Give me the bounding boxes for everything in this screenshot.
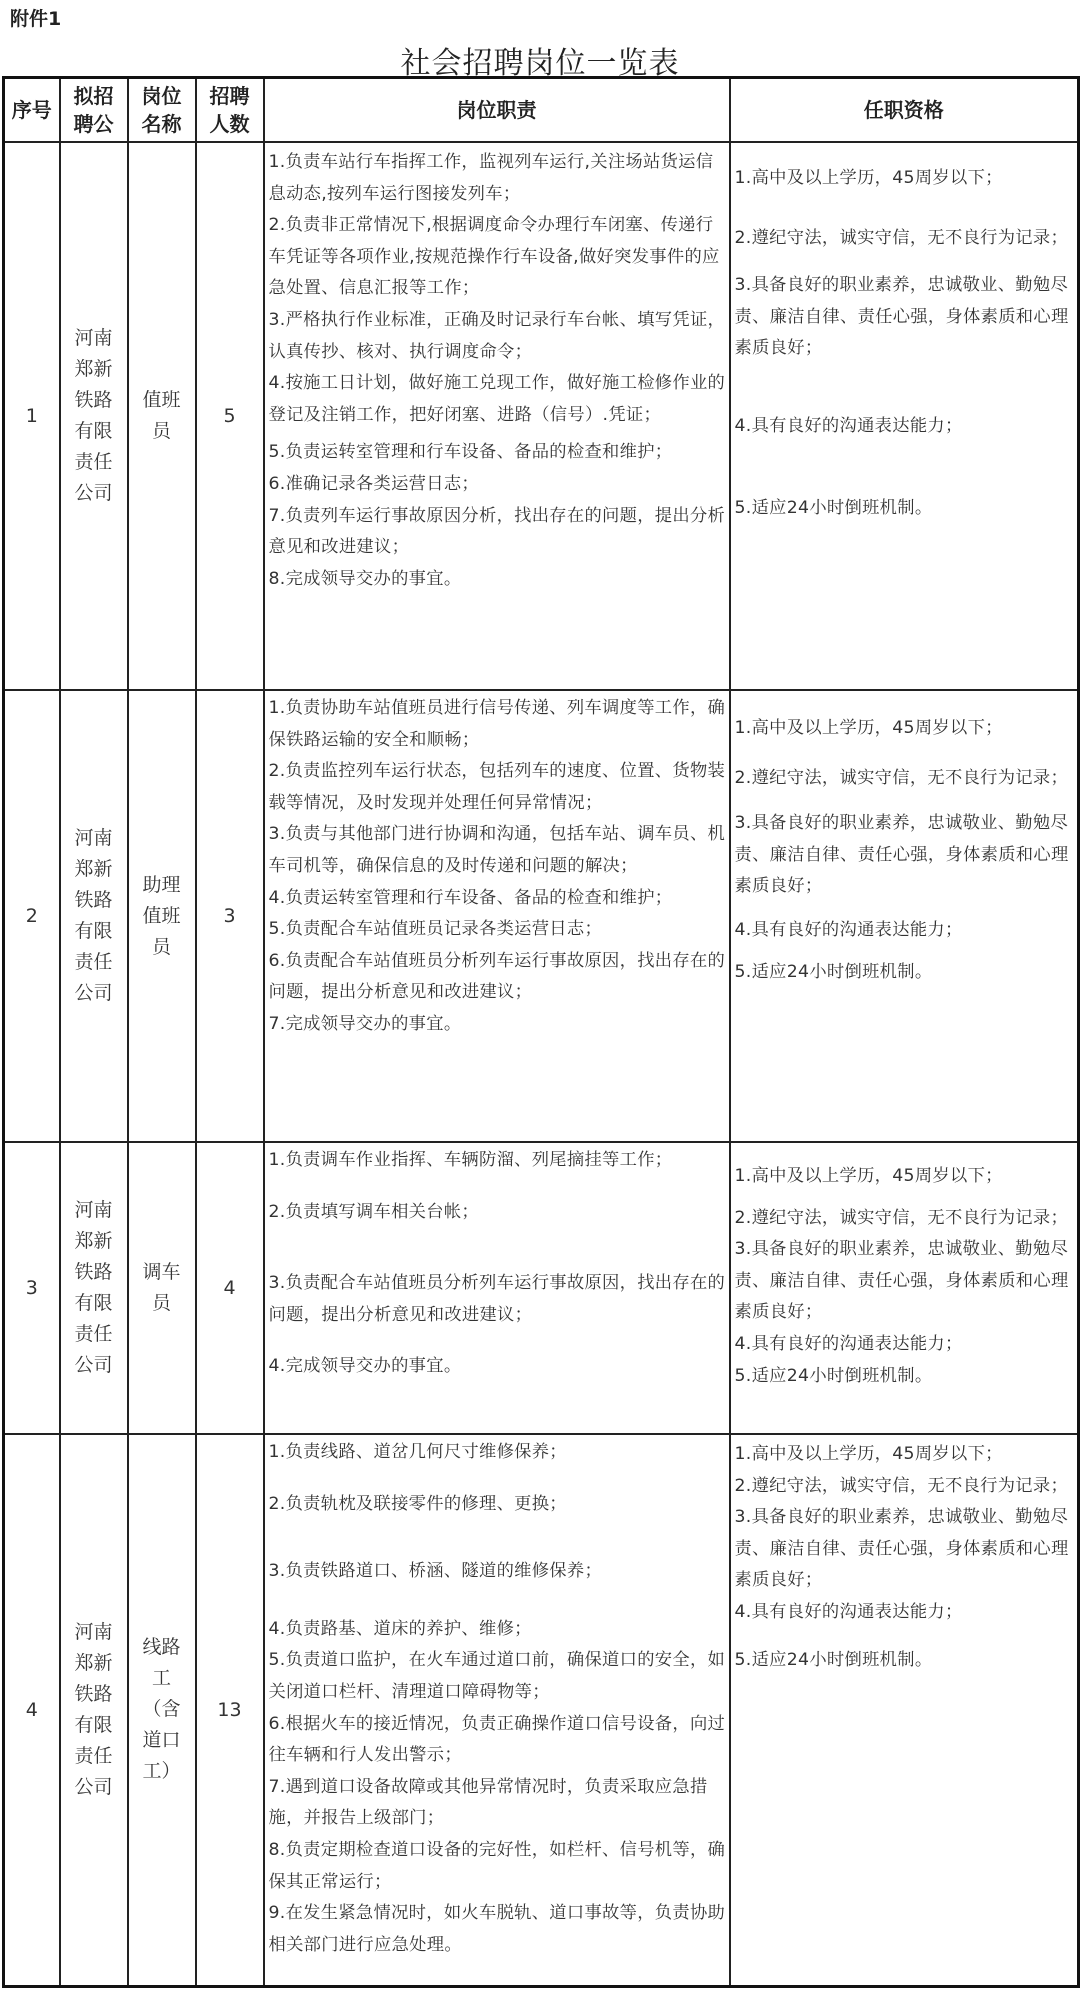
row-seq: 2 xyxy=(4,690,60,1142)
qualification-item: 3.具备良好的职业素养，忠诚敬业、勤勉尽责、廉洁自律、责任心强，身体素质和心理素质良好； xyxy=(734,813,1069,897)
row-company: 河南郑新铁路有限责任公司 xyxy=(60,690,128,1142)
duty-item: 7.遇到道口设备故障或其他异常情况时，负责采取应急措施，并报告上级部门； xyxy=(268,1776,708,1829)
duty-item: 8.负责定期检查道口设备的完好性，如栏杆、信号机等，确保其正常运行； xyxy=(268,1839,726,1892)
qualification-item: 2.遵纪守法，诚实守信，无不良行为记录； xyxy=(734,227,1069,248)
qualification-item: 2.遵纪守法，诚实守信，无不良行为记录； xyxy=(734,767,1069,788)
duty-item: 7.负责列车运行事故原因分析，找出存在的问题，提出分析意见和改进建议； xyxy=(268,505,726,558)
duty-item: 4.按施工日计划，做好施工兑现工作，做好施工检修作业的登记及注销工作，把好闭塞、进路（信号）.凭证； xyxy=(268,373,726,425)
qualification-item: 3.具备良好的职业素养，忠诚敬业、勤勉尽责、廉洁自律、责任心强，身体素质和心理素质良好； xyxy=(734,1507,1069,1591)
row-count: 3 xyxy=(196,690,264,1142)
row-duties xyxy=(264,1142,730,1434)
qualification-item: 4.具有良好的沟通表达能力； xyxy=(734,1601,963,1622)
header-count: 招聘人数 xyxy=(196,78,264,143)
row-count: 13 xyxy=(196,1434,264,1986)
row-duties xyxy=(264,690,730,1142)
duty-item: 9.在发生紧急情况时，如火车脱轨、道口事故等，负责协助相关部门进行应急处理。 xyxy=(268,1903,726,1955)
duty-item: 4.负责路基、道床的养护、维修； xyxy=(268,1618,532,1639)
qualification-item: 5.适应24小时倒班机制。 xyxy=(734,497,933,518)
row-qualifications xyxy=(730,1142,1079,1434)
qualification-item: 5.适应24小时倒班机制。 xyxy=(734,1365,933,1386)
row-duties xyxy=(264,1434,730,1986)
duty-item: 6.准确记录各类运营日志； xyxy=(268,473,479,494)
header-position: 岗位名称 xyxy=(128,78,196,143)
table-row xyxy=(4,690,1079,1142)
qualification-item: 2.遵纪守法，诚实守信，无不良行为记录； xyxy=(734,1207,1069,1228)
row-count: 4 xyxy=(196,1142,264,1434)
row-qualifications xyxy=(730,1434,1079,1986)
duty-item: 7.完成领导交办的事宜。 xyxy=(268,1013,462,1034)
duty-item: 3.负责与其他部门进行协调和沟通，包括车站、调车员、机车司机等，确保信息的及时传递和问题的解决； xyxy=(268,824,726,876)
page-title: 社会招聘岗位一览表 xyxy=(400,46,680,81)
recruitment-table xyxy=(2,76,1080,1988)
duty-item: 8.完成领导交办的事宜。 xyxy=(268,568,462,589)
row-seq: 3 xyxy=(4,1142,60,1434)
row-qualifications xyxy=(730,690,1079,1142)
duty-item: 3.负责铁路道口、桥涵、隧道的维修保养； xyxy=(268,1561,603,1582)
duty-item: 2.负责轨枕及联接零件的修理、更换； xyxy=(268,1493,567,1514)
duty-item: 4.负责运转室管理和行车设备、备品的检查和维护； xyxy=(268,887,673,908)
qualification-item: 4.具有良好的沟通表达能力； xyxy=(734,1333,963,1354)
duty-item: 5.负责道口监护，在火车通过道口前，确保道口的安全，如关闭道口栏杆、清理道口障碍物等； xyxy=(268,1650,726,1702)
qualification-item: 4.具有良好的沟通表达能力； xyxy=(734,415,963,436)
header-duties: 岗位职责 xyxy=(264,78,730,143)
row-position: 助理值班员 xyxy=(128,690,196,1142)
duty-item: 2.负责监控列车运行状态，包括列车的速度、位置、货物装载等情况，及时发现并处理任何异常情况； xyxy=(268,761,726,813)
header-company: 拟招聘公 xyxy=(60,78,128,143)
qualification-item: 1.高中及以上学历，45周岁以下； xyxy=(734,718,1003,738)
row-position: 调车员 xyxy=(128,1142,196,1434)
duty-item: 1.负责调车作业指挥、车辆防溜、列尾摘挂等工作； xyxy=(268,1150,673,1170)
row-company: 河南郑新铁路有限责任公司 xyxy=(60,1434,128,1986)
qualification-item: 5.适应24小时倒班机制。 xyxy=(734,1649,933,1670)
duty-item: 1.负责车站行车指挥工作，监视列车运行,关注场站货运信息动态,按列车运行图接发列车； xyxy=(268,152,714,204)
duty-item: 6.根据火车的接近情况，负责正确操作道口信号设备，向过往车辆和行人发出警示； xyxy=(268,1713,726,1766)
duty-item: 5.负责配合车站值班员记录各类运营日志； xyxy=(268,919,603,940)
duty-item: 3.负责配合车站值班员分析列车运行事故原因，找出存在的问题，提出分析意见和改进建议； xyxy=(268,1273,726,1325)
duty-item: 1.负责线路、道岔几何尺寸维修保养； xyxy=(268,1442,567,1462)
row-seq: 1 xyxy=(4,142,60,690)
qualification-item: 2.遵纪守法，诚实守信，无不良行为记录； xyxy=(734,1475,1069,1496)
qualification-item: 1.高中及以上学历，45周岁以下； xyxy=(734,1166,1003,1186)
row-duties xyxy=(264,142,730,690)
row-count: 5 xyxy=(196,142,264,690)
table-row xyxy=(4,1142,1079,1434)
duty-item: 5.负责运转室管理和行车设备、备品的检查和维护； xyxy=(268,442,673,463)
qualification-item: 1.高中及以上学历，45周岁以下； xyxy=(734,168,1003,188)
duty-item: 3.严格执行作业标准，正确及时记录行车台帐、填写凭证，认真传抄、核对、执行调度命令； xyxy=(268,309,726,362)
row-company: 河南郑新铁路有限责任公司 xyxy=(60,142,128,690)
row-position: 值班员 xyxy=(128,142,196,690)
duty-item: 4.完成领导交办的事宜。 xyxy=(268,1356,462,1377)
row-position: 线路工（含道口工） xyxy=(128,1434,196,1986)
header-seq: 序号 xyxy=(4,78,60,143)
qualification-item: 3.具备良好的职业素养，忠诚敬业、勤勉尽责、廉洁自律、责任心强，身体素质和心理素质良好； xyxy=(734,275,1069,359)
qualification-item: 5.适应24小时倒班机制。 xyxy=(734,961,933,982)
duty-item: 2.负责非正常情况下,根据调度命令办理行车闭塞、传递行车凭证等各项作业,按规范操作行车设备,做好突发事件的应急处置、信息汇报等工作； xyxy=(268,215,720,299)
row-company: 河南郑新铁路有限责任公司 xyxy=(60,1142,128,1434)
table-row xyxy=(4,142,1079,690)
qualification-item: 1.高中及以上学历，45周岁以下； xyxy=(734,1444,1003,1464)
duty-item: 6.负责配合车站值班员分析列车运行事故原因，找出存在的问题，提出分析意见和改进建议； xyxy=(268,950,726,1003)
qualification-item: 3.具备良好的职业素养，忠诚敬业、勤勉尽责、廉洁自律、责任心强，身体素质和心理素质良好； xyxy=(734,1239,1069,1323)
qualification-item: 4.具有良好的沟通表达能力； xyxy=(734,919,963,940)
row-seq: 4 xyxy=(4,1434,60,1986)
attachment-label: 附件1 xyxy=(10,8,62,30)
table-header-row xyxy=(4,78,1079,143)
row-qualifications xyxy=(730,142,1079,690)
table-row xyxy=(4,1434,1079,1986)
duty-item: 1.负责协助车站值班员进行信号传递、列车调度等工作，确保铁路运输的安全和顺畅； xyxy=(268,698,726,750)
header-qualifications: 任职资格 xyxy=(730,78,1079,143)
duty-item: 2.负责填写调车相关台帐； xyxy=(268,1201,479,1222)
